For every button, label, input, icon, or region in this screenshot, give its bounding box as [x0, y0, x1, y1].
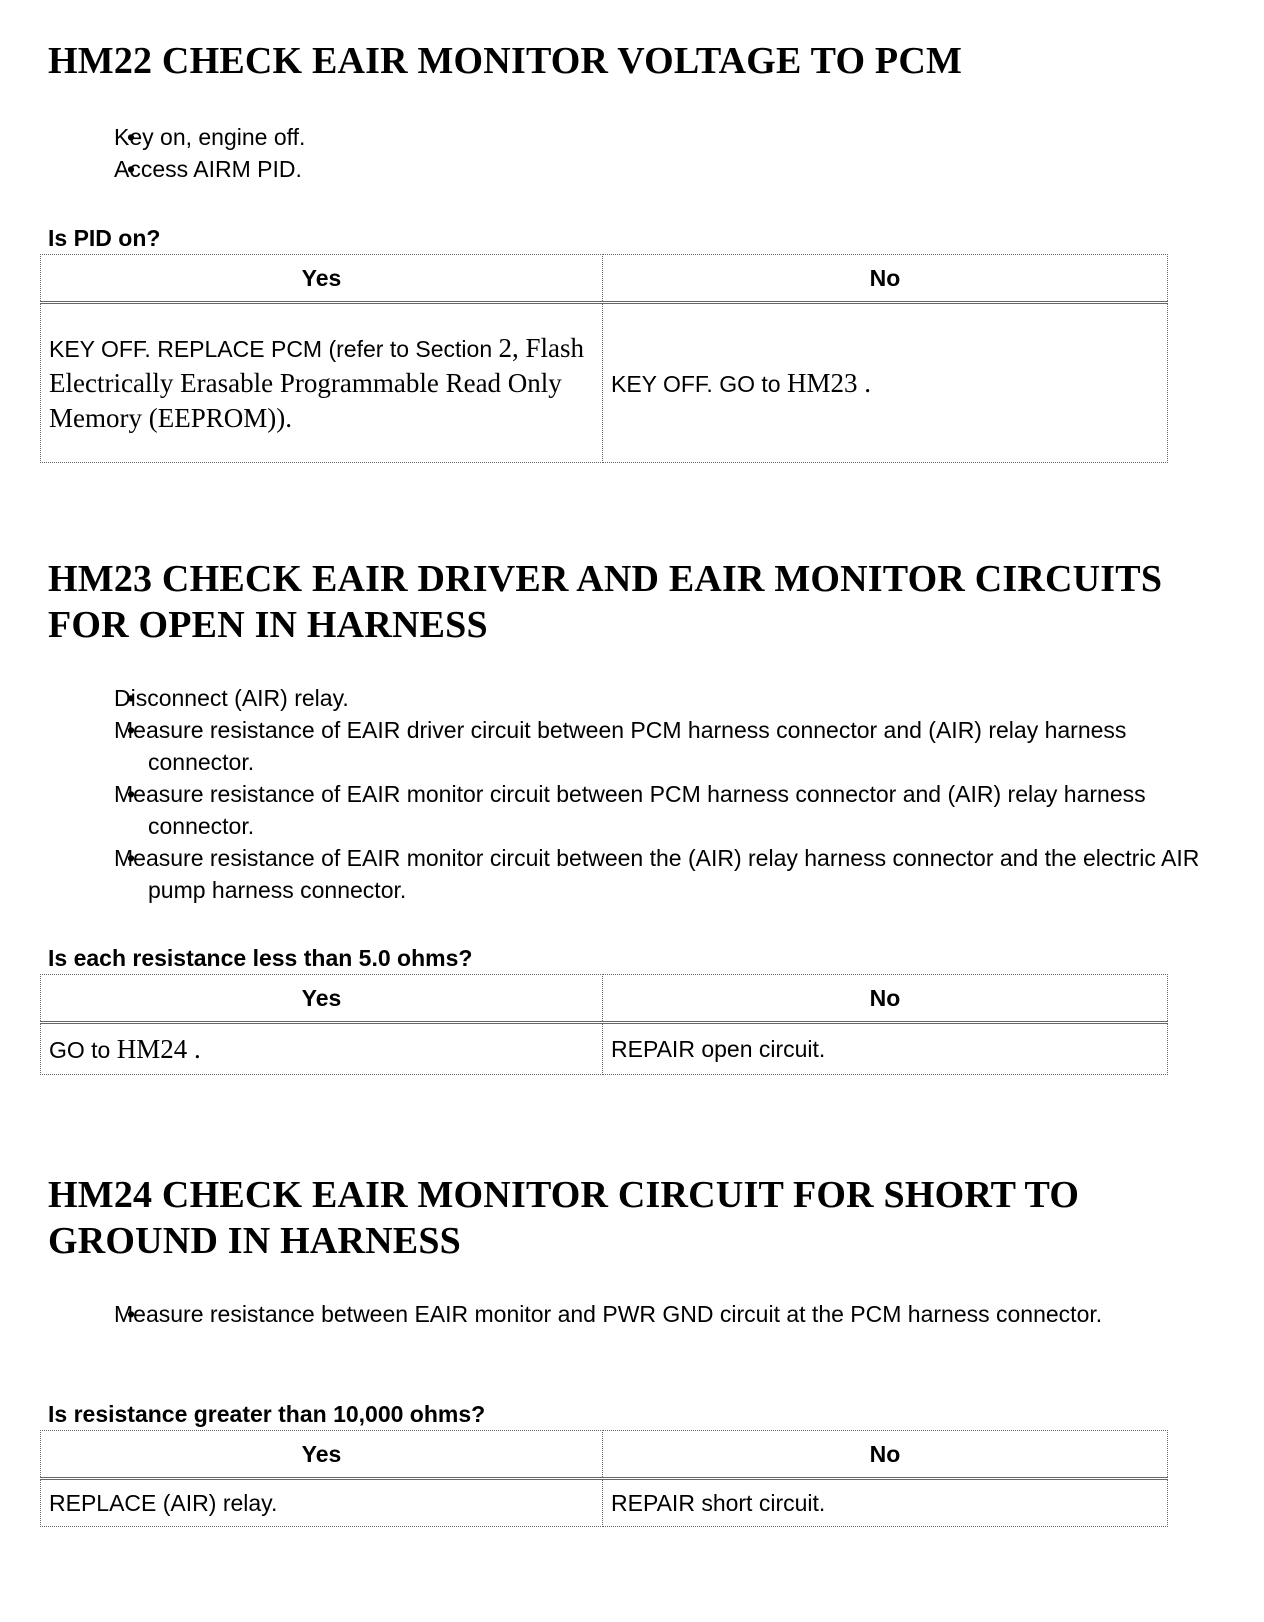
yes-action-text: REPLACE (AIR) relay. [49, 1490, 278, 1516]
question-hm22: Is PID on? [48, 225, 161, 251]
decision-table-hm23 [40, 974, 1168, 1075]
yes-header: Yes [41, 255, 603, 303]
yes-header: Yes [41, 1431, 603, 1479]
question-hm23: Is each resistance less than 5.0 ohms? [48, 945, 473, 971]
yes-header: Yes [41, 975, 603, 1023]
yes-cell [41, 1479, 603, 1527]
section-title-hm24: HM24 CHECK EAIR MONITOR CIRCUIT FOR SHORT TO GROUND IN HARNESS [48, 1174, 1080, 1262]
yes-cell [41, 303, 603, 463]
yes-action-text: GO to [49, 1036, 111, 1063]
section-title-hm23: HM23 CHECK EAIR DRIVER AND EAIR MONITOR CIRCUITS FOR OPEN IN HARNESS [48, 558, 1163, 646]
decision-table-hm22 [40, 254, 1168, 463]
step-item: • Measure resistance of EAIR driver circuit between PCM harness connector and (AIR) relay harness connector. [48, 714, 1228, 778]
no-header: No [603, 975, 1168, 1023]
step-item: • Key on, engine off. [48, 121, 1228, 153]
no-cell [603, 303, 1168, 463]
yes-action-text: KEY OFF. REPLACE PCM (refer to Section [49, 335, 493, 362]
step-link-hm24[interactable]: HM24 . [116, 1033, 201, 1064]
no-header: No [603, 1431, 1168, 1479]
section-title-hm22: HM22 CHECK EAIR MONITOR VOLTAGE TO PCM [48, 40, 963, 82]
no-cell [603, 1023, 1168, 1075]
step-item: • Measure resistance of EAIR monitor circuit between the (AIR) relay harness connector and the electric AIR pump harness connector. [48, 842, 1228, 906]
section-reference-link[interactable]: 2, Flash Electrically Erasable Programmable Read Only Memory (EEPROM)). [49, 332, 585, 433]
steps-list-hm24 [48, 1298, 1228, 1330]
steps-list-hm22 [48, 121, 1228, 185]
step-item: • Measure resistance of EAIR monitor circuit between PCM harness connector and (AIR) relay harness connector. [48, 778, 1228, 842]
decision-table-hm24 [40, 1430, 1168, 1527]
no-action-text: KEY OFF. GO to [611, 370, 781, 397]
yes-cell [41, 1023, 603, 1075]
no-header: No [603, 255, 1168, 303]
no-cell [603, 1479, 1168, 1527]
step-item: • Measure resistance between EAIR monitor and PWR GND circuit at the PCM harness connector. [48, 1298, 1228, 1330]
step-link-hm23[interactable]: HM23 . [786, 367, 871, 398]
steps-list-hm23 [48, 682, 1228, 906]
no-action-text: REPAIR open circuit. [611, 1036, 826, 1062]
step-item: • Access AIRM PID. [48, 153, 1228, 185]
question-hm24: Is resistance greater than 10,000 ohms? [48, 1401, 486, 1427]
step-item: • Disconnect (AIR) relay. [48, 682, 1228, 714]
no-action-text: REPAIR short circuit. [611, 1490, 826, 1516]
